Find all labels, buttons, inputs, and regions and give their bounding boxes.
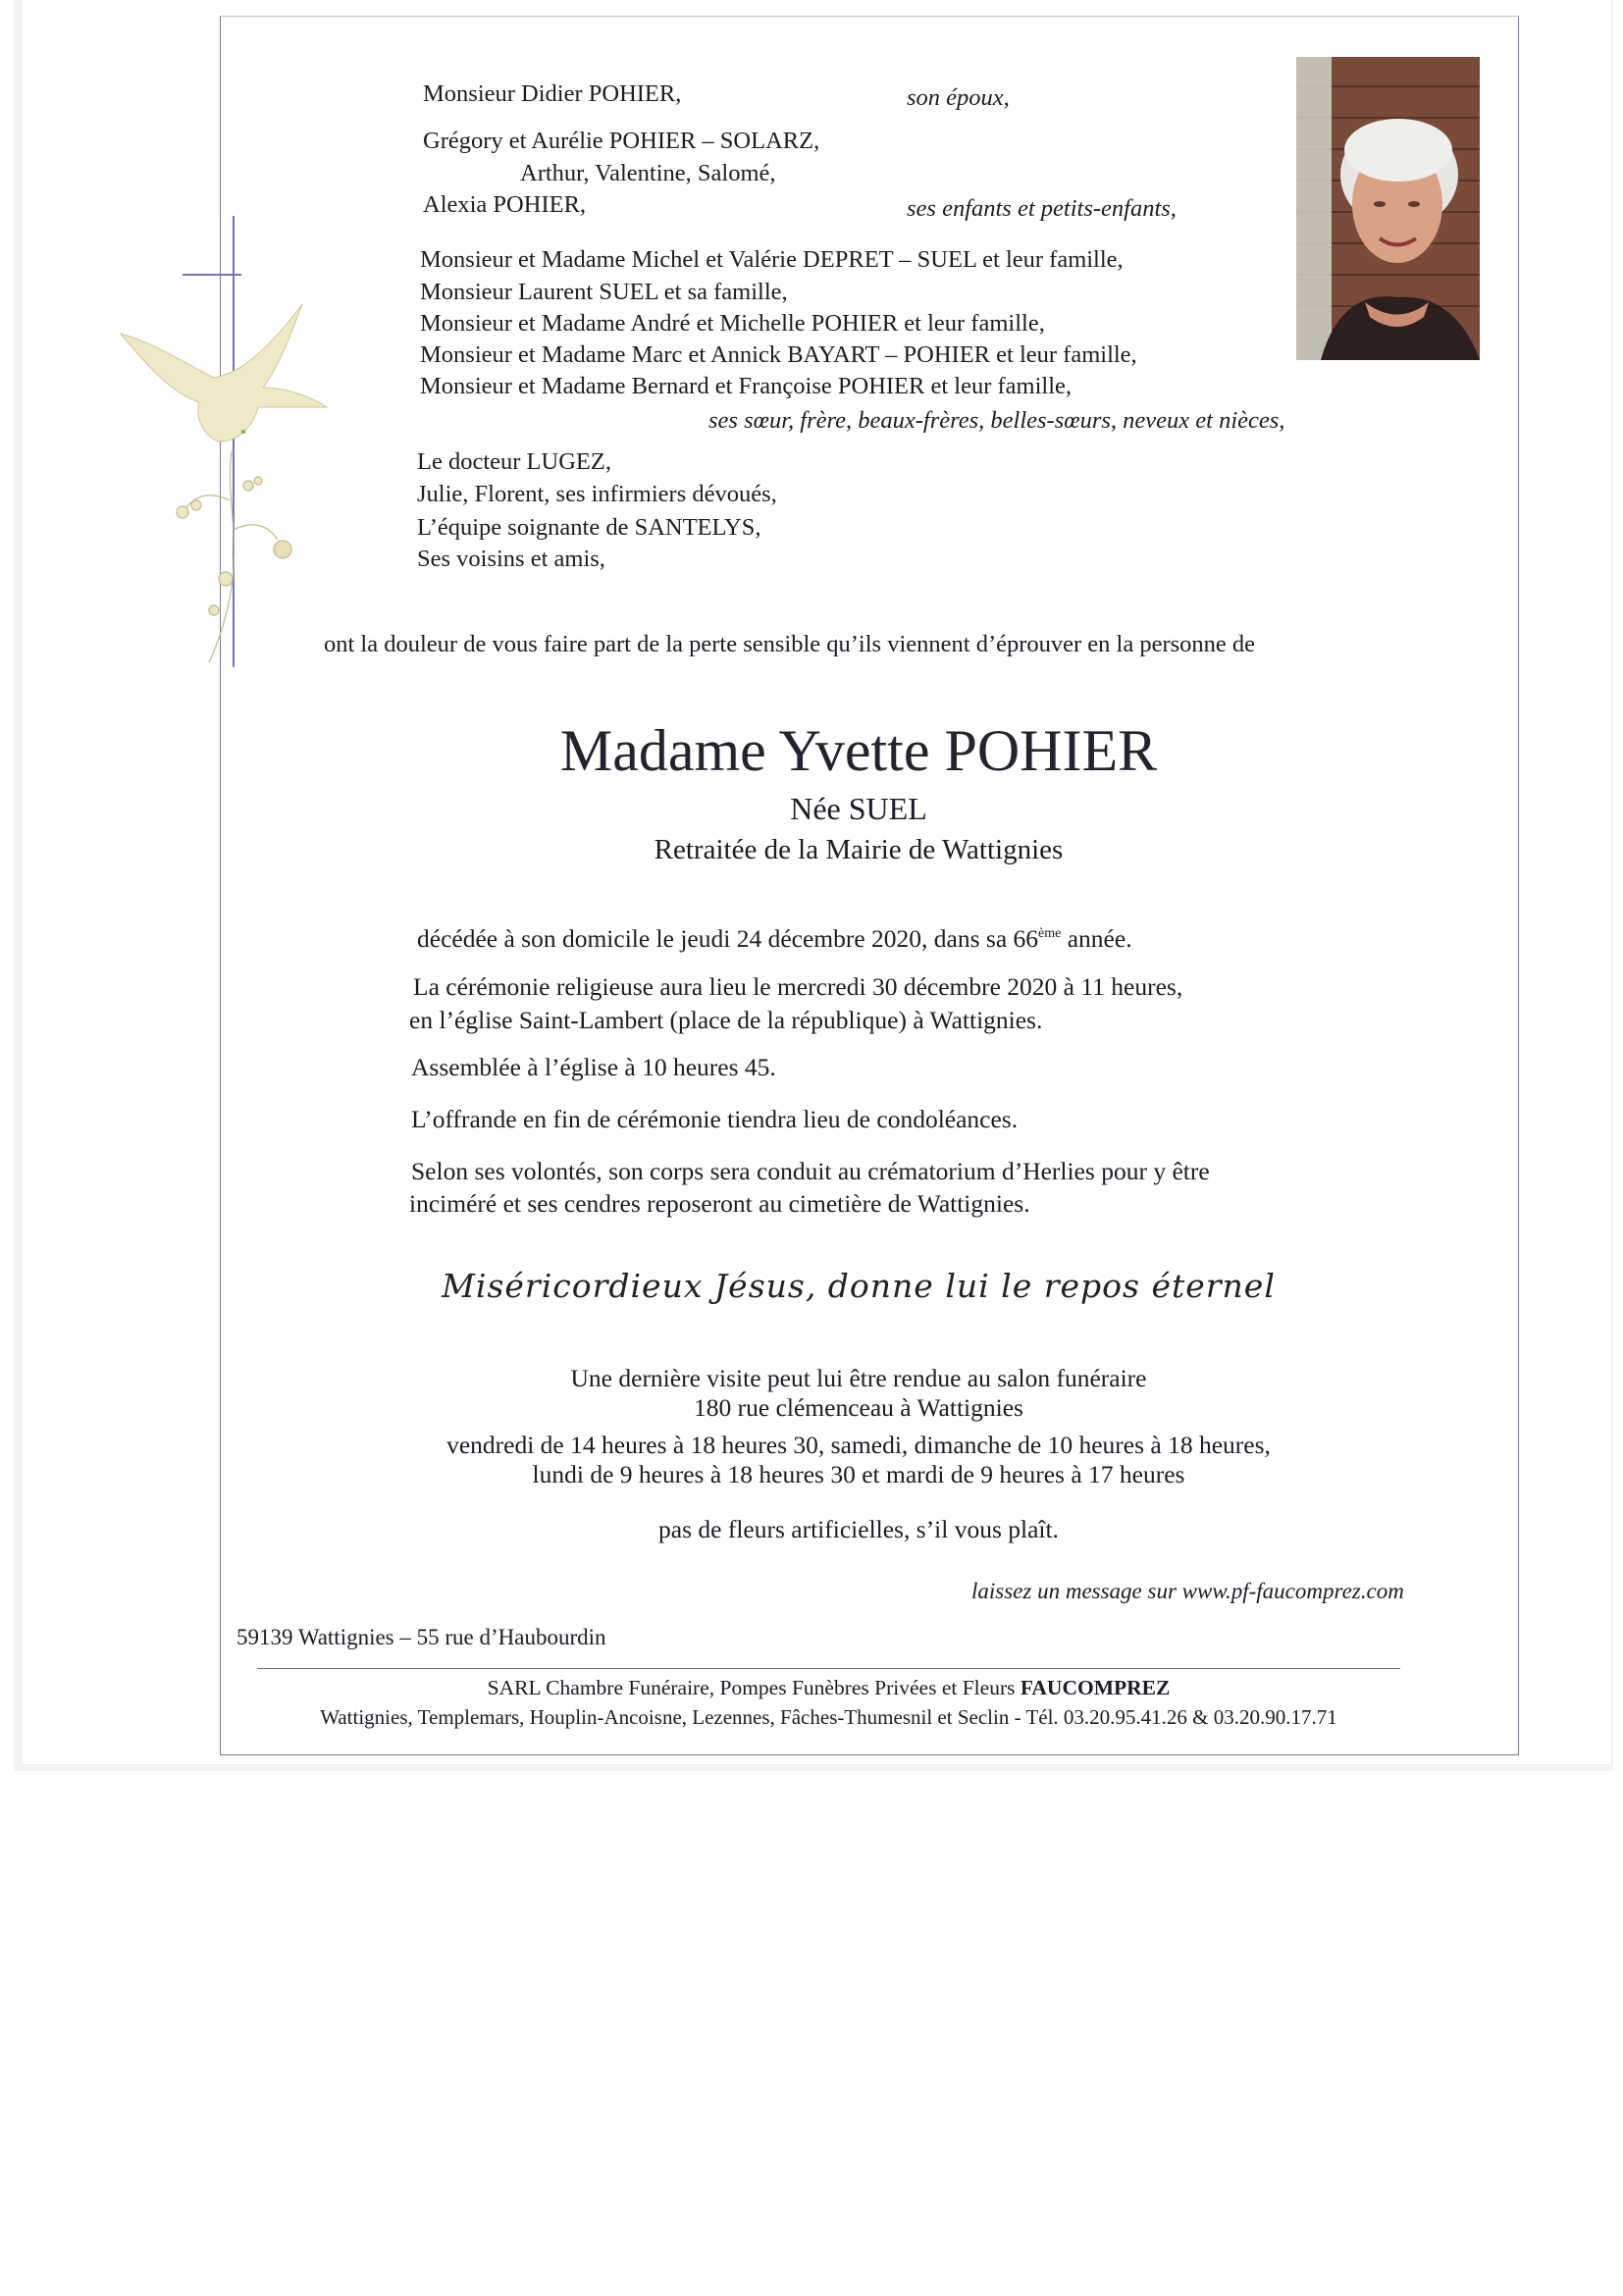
visit-line-2: 180 rue clémenceau à Wattignies (694, 1393, 1023, 1422)
funeral-home-address: 59139 Wattignies – 55 rue d’Haubourdin (236, 1625, 606, 1649)
others-line-2: Julie, Florent, ses infirmiers dévoués, (417, 481, 777, 507)
cross-dove-ornament (116, 206, 351, 667)
flowers-note: pas de fleurs artificielles, s’il vous plaît. (658, 1515, 1059, 1543)
footer-divider (257, 1668, 1400, 1669)
sibling-line-4: Monsieur et Madame Marc et Annick BAYART – POHIER et leur famille, (420, 341, 1137, 368)
portrait-photo (1296, 57, 1480, 360)
website-message: laissez un message sur www.pf-faucomprez.com (971, 1579, 1404, 1603)
company-line (257, 1678, 1400, 1699)
sibling-line-3: Monsieur et Madame André et Michelle POHIER et leur famille, (420, 310, 1045, 337)
others-line-4: Ses voisins et amis, (417, 546, 605, 572)
death-ordinal: ème (1038, 926, 1062, 941)
ceremony-line-2: en l’église Saint-Lambert (place de la république) à Wattignies. (409, 1006, 1043, 1034)
visit-line-1: Une dernière visite peut lui être rendue au salon funéraire (570, 1364, 1147, 1392)
death-text: décédée à son domicile le jeudi 24 décembre 2020, dans sa 66 (417, 924, 1039, 953)
sibling-line-2: Monsieur Laurent SUEL et sa famille, (420, 279, 788, 305)
deceased-maiden-name: Née SUEL (790, 791, 927, 826)
sibling-line-1: Monsieur et Madame Michel et Valérie DEPRET – SUEL et leur famille, (420, 246, 1124, 273)
wishes-line-1: Selon ses volontés, son corps sera conduit au crématorium d’Herlies pour y être (411, 1157, 1210, 1185)
deceased-name: Madame Yvette POHIER (559, 718, 1158, 783)
company-prefix: SARL Chambre Funéraire, Pompes Funèbres Privées et Fleurs (487, 1676, 1021, 1699)
death-text-end: année. (1061, 924, 1132, 953)
dove-icon (121, 304, 327, 442)
visit-line-3: vendredi de 14 heures à 18 heures 30, samedi, dimanche de 10 heures à 18 heures, (446, 1431, 1271, 1459)
offering-note: L’offrande en fin de cérémonie tiendra lieu de condoléances. (411, 1105, 1019, 1133)
company-name: FAUCOMPREZ (1020, 1676, 1171, 1699)
others-line-3: L’équipe soignante de SANTELYS, (417, 514, 761, 541)
assembly-time: Assemblée à l’église à 10 heures 45. (411, 1053, 776, 1081)
children-line-3: Alexia POHIER, (423, 191, 587, 218)
others-line-1: Le docteur LUGEZ, (417, 448, 611, 475)
visit-line-4: lundi de 9 heures à 18 heures 30 et mardi de 9 heures à 17 heures (532, 1460, 1185, 1488)
spouse-name: Monsieur Didier POHIER, (423, 80, 682, 107)
children-line-2: Arthur, Valentine, Salomé, (520, 160, 776, 186)
announcement-line: ont la douleur de vous faire part de la perte sensible qu’ils viennent d’éprouver en la personne de (324, 631, 1256, 657)
death-details (417, 926, 1132, 952)
deceased-occupation: Retraitée de la Mairie de Wattignies (654, 834, 1064, 865)
children-line-1: Grégory et Aurélie POHIER – SOLARZ, (423, 128, 820, 154)
ceremony-line-1: La cérémonie religieuse aura lieu le mercredi 30 décembre 2020 à 11 heures, (413, 972, 1183, 1001)
spouse-role: son époux, (907, 84, 1010, 111)
cross-icon (183, 216, 241, 667)
company-locations: Wattignies, Templemars, Houplin-Ancoisne, Lezennes, Fâches-Thumesnil et Seclin - Tél. 03.20.95.41.26 & 03.20.90.17.71 (320, 1705, 1337, 1729)
wishes-line-2: inciméré et ses cendres reposeront au cimetière de Wattignies. (409, 1189, 1030, 1218)
sibling-line-5: Monsieur et Madame Bernard et Françoise POHIER et leur famille, (420, 373, 1073, 399)
children-role: ses enfants et petits-enfants, (907, 195, 1177, 222)
siblings-role: ses sœur, frère, beaux-frères, belles-sœurs, neveux et nièces, (708, 407, 1285, 434)
prayer-line: Miséricordieux Jésus, donne lui le repos éternel (442, 1267, 1276, 1305)
